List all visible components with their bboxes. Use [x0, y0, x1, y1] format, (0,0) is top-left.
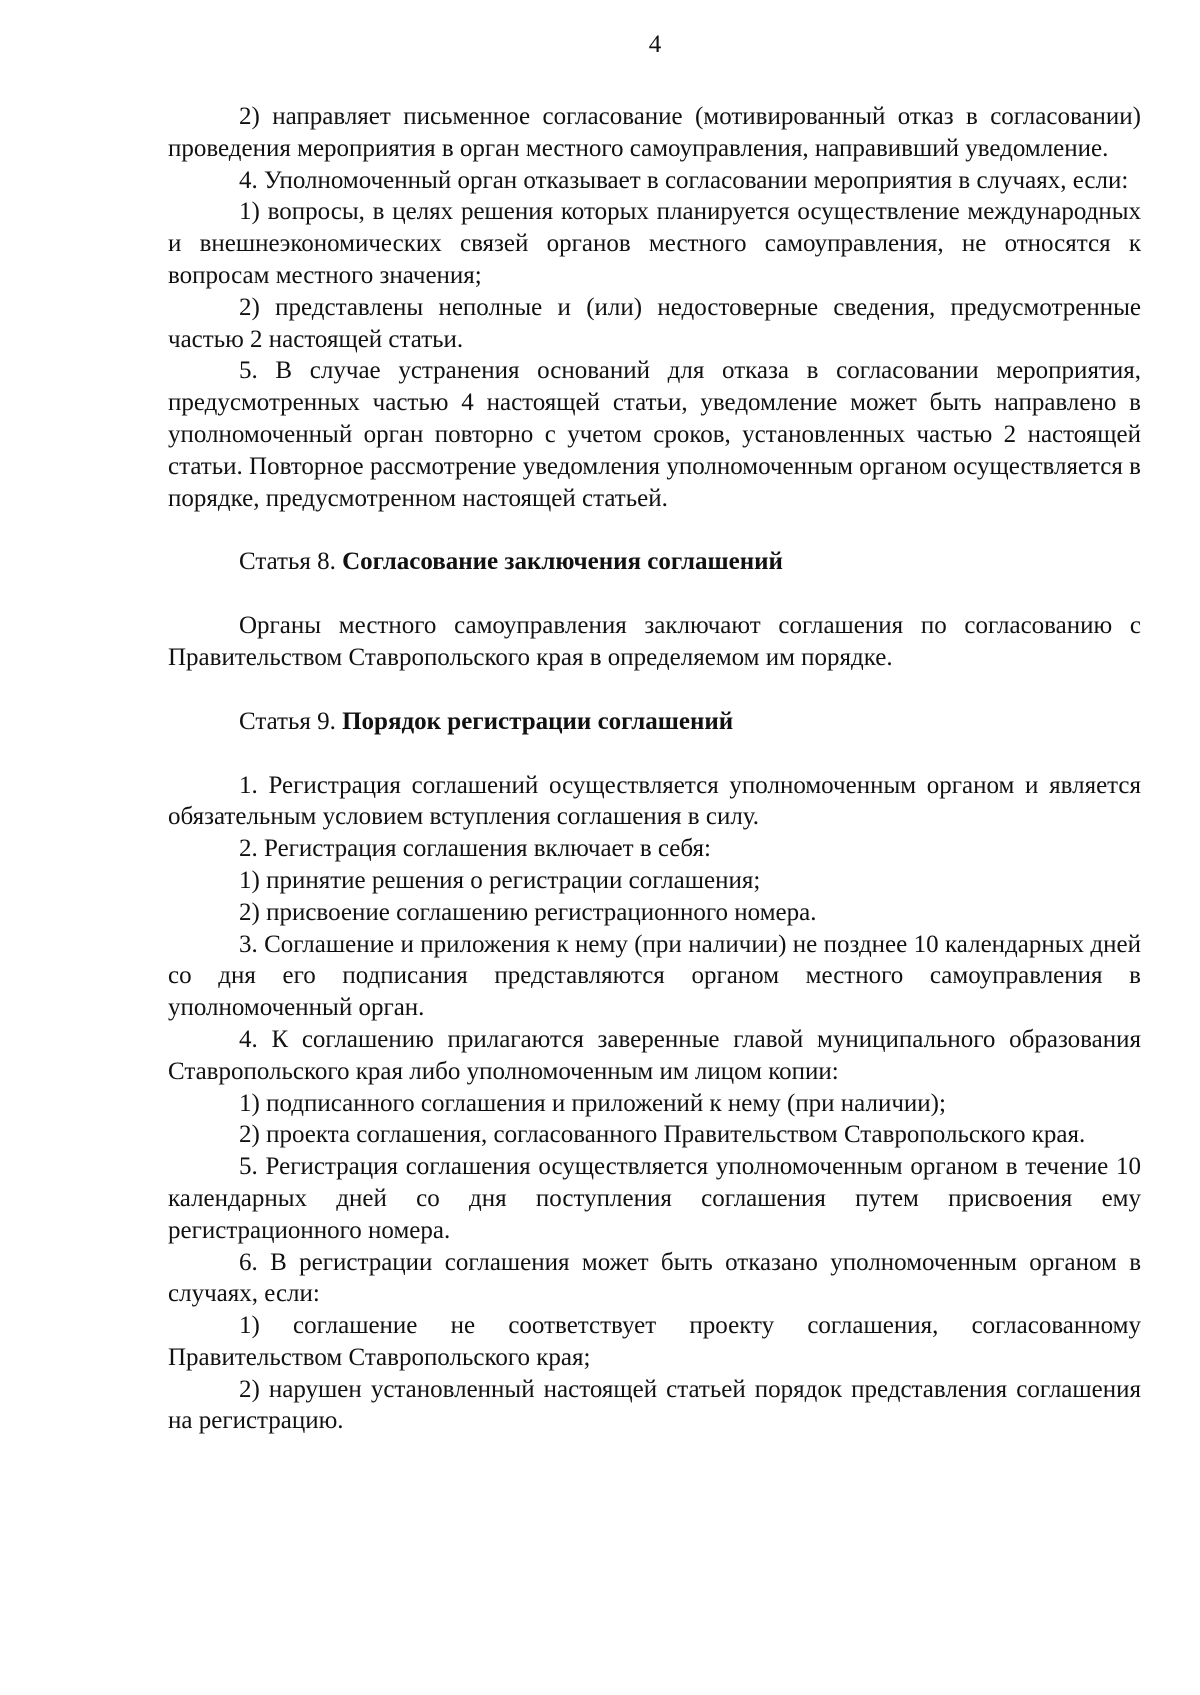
paragraph: 2) представлены неполные и (или) недостоверные сведения, предусмотренные частью 2 настоящей статьи.	[168, 293, 1141, 353]
article-9-label: Статья 9.	[239, 707, 336, 735]
article-9-paragraph: 4. К соглашению прилагаются заверенные главой муниципального образования Ставропольского края либо уполномоченным им лицом копии:	[168, 1025, 1141, 1085]
article-8-body: Органы местного самоуправления заключают соглашения по согласованию с Правительством Ставропольского края в определяемом им порядке.	[168, 612, 1141, 671]
article-8-label: Статья 8.	[239, 548, 336, 576]
article-9-paragraph: 2) нарушен установленный настоящей статьей порядок представления соглашения на регистрацию.	[168, 1375, 1141, 1435]
document-body	[168, 101, 1141, 1437]
article-9-paragraph: 1. Регистрация соглашений осуществляется уполномоченным органом и является обязательным условием вступления соглашения в силу.	[168, 771, 1141, 831]
article-9-paragraph: 2. Регистрация соглашения включает в себя:	[239, 835, 711, 863]
article-9-heading	[168, 706, 1141, 738]
paragraph: 5. В случае устранения оснований для отказа в согласовании мероприятия, предусмотренных частью 4 настоящей статьи, уведомление может быть направлено в уполномоченный орган повторно с учетом сроков, установленных частью 2 настоящей статьи. Повторное рассмотрение уведомления уполномоченным органом осуществляется в порядке, предусмотренном настоящей статьей.	[168, 357, 1141, 512]
article-8-heading	[168, 546, 1141, 578]
article-9-paragraph: 6. В регистрации соглашения может быть отказано уполномоченным органом в случаях, если:	[168, 1248, 1141, 1308]
article-9-paragraph: 5. Регистрация соглашения осуществляется уполномоченным органом в течение 10 календарных дней со дня поступления соглашения путем присвоения ему регистрационного номера.	[168, 1153, 1141, 1244]
page-number: 4	[648, 31, 662, 58]
paragraph: 2) направляет письменное согласование (мотивированный отказ в согласовании) проведения мероприятия в орган местного самоуправления, направивший уведомление.	[168, 103, 1141, 162]
article-8-title: Согласование заключения соглашений	[342, 548, 783, 576]
article-9-paragraph: 1) подписанного соглашения и приложений к нему (при наличии);	[239, 1089, 946, 1117]
article-9-title: Порядок регистрации соглашений	[342, 707, 734, 735]
article-9-paragraph: 2) проекта соглашения, согласованного Правительством Ставропольского края.	[239, 1121, 1086, 1149]
article-9-paragraph: 1) принятие решения о регистрации соглашения;	[239, 866, 761, 894]
article-9-paragraph: 1) соглашение не соответствует проекту соглашения, согласованному Правительством Ставропольского края;	[168, 1312, 1141, 1371]
article-9-paragraph: 3. Соглашение и приложения к нему (при наличии) не позднее 10 календарных дней со дня его подписания представляются органом местного самоуправления в уполномоченный орган.	[168, 930, 1141, 1022]
article-9-paragraph: 2) присвоение соглашению регистрационного номера.	[239, 898, 817, 926]
paragraph: 4. Уполномоченный орган отказывает в согласовании мероприятия в случаях, если:	[239, 166, 1129, 194]
paragraph: 1) вопросы, в целях решения которых планируется осуществление международных и внешнеэкономических связей органов местного самоуправления, не относятся к вопросам местного значения;	[168, 198, 1141, 289]
